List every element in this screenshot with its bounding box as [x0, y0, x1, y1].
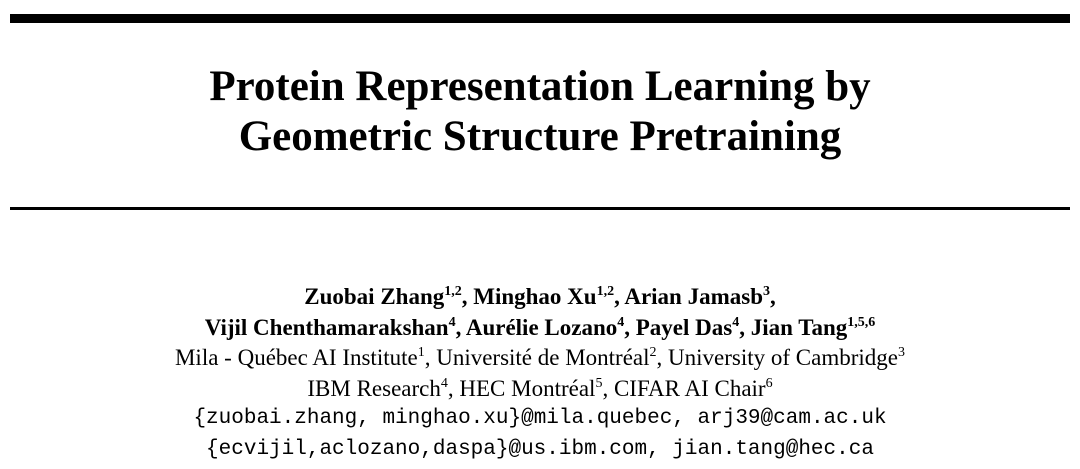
author-name: Aurélie Lozano	[465, 314, 618, 340]
paper-title	[0, 62, 1080, 162]
author-name: Payel Das	[635, 314, 733, 340]
affiliation-marker: 3	[898, 345, 905, 360]
affiliation-marker: 3	[762, 284, 770, 299]
affiliation-name: IBM Research	[307, 375, 441, 401]
affiliation-marker: 4	[440, 375, 448, 391]
title-bottom-rule	[10, 207, 1070, 210]
affiliation-marker: 1	[417, 345, 425, 360]
affiliation-marker: 1,2	[444, 284, 462, 299]
affiliation-name: Université de Montréal	[436, 345, 650, 370]
top-rule	[10, 14, 1070, 23]
author-separator: ,	[461, 284, 474, 309]
affiliation-name: Mila - Québec AI Institute	[174, 345, 418, 370]
affiliation-separator: ,	[656, 345, 669, 370]
author-name: Zuobai Zhang	[304, 284, 445, 309]
email-line-2: {ecvijil,aclozano,daspa}@us.ibm.com, jian.tang@hec.ca	[206, 437, 874, 461]
author-name: Jian Tang	[750, 314, 848, 340]
affiliation-line-2	[0, 374, 1080, 405]
affiliation-marker: 4	[617, 314, 625, 330]
affiliation-marker: 4	[448, 314, 456, 330]
affiliation-line-1	[0, 343, 1080, 374]
affiliation-marker: 4	[732, 314, 740, 330]
affiliation-marker: 5	[595, 375, 603, 391]
affiliation-separator: ,	[602, 375, 614, 401]
affiliation-separator: ,	[447, 375, 460, 401]
author-name: Vijil Chenthamarakshan	[204, 314, 449, 340]
author-line-2	[0, 313, 1080, 344]
author-separator: ,	[769, 284, 776, 309]
affiliation-marker: 2	[649, 345, 657, 360]
affiliation-name: HEC Montréal	[459, 375, 596, 401]
title-line-1: Protein Representation Learning by	[209, 63, 871, 110]
author-line-1	[0, 282, 1080, 313]
author-separator: ,	[739, 314, 751, 340]
email-line-1: {zuobai.zhang, minghao.xu}@mila.quebec, arj39@cam.ac.uk	[193, 407, 887, 430]
affiliation-separator: ,	[424, 345, 437, 370]
author-name: Minghao Xu	[473, 284, 597, 309]
author-name: Arian Jamasb	[624, 284, 763, 309]
affiliation-name: University of Cambridge	[668, 345, 898, 370]
author-separator: ,	[614, 284, 625, 309]
affiliation-marker: 1,5,6	[847, 314, 876, 330]
author-separator: ,	[624, 314, 636, 340]
author-separator: ,	[455, 314, 466, 340]
title-line-2: Geometric Structure Pretraining	[238, 113, 842, 160]
author-block	[0, 282, 1080, 465]
affiliation-marker: 1,2	[596, 284, 615, 299]
affiliation-marker: 6	[765, 375, 773, 391]
affiliation-name: CIFAR AI Chair	[613, 375, 766, 401]
